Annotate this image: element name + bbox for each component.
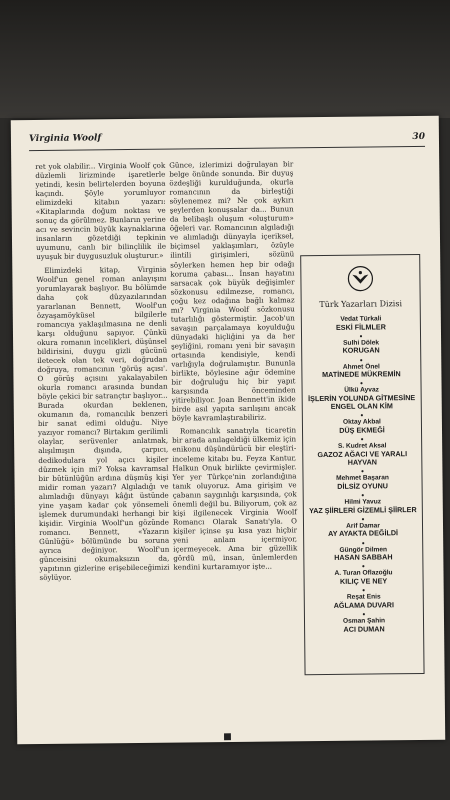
- entry-book-title: ACI DUMAN: [343, 623, 385, 634]
- entry-book-title: YAZ ŞİİRLERİ GİZEMLİ ŞİİRLER: [309, 504, 417, 515]
- entry-author: Vedat Türkali: [340, 315, 382, 323]
- entry-author: Güngör Dilmen: [339, 545, 388, 554]
- entry-book-title: HASAN SABBAH: [334, 552, 393, 563]
- series-box: [300, 254, 424, 675]
- paragraph: Elimizdeki kitap, Virginia Woolf'un genel roman anlayışını yorumlayarak başlıyor. Bu bölümde daha çok düzyazılarından yararlanan Bennett, Woolf'un özyaşamöyküsel bilgilerle romancıya yaklaşılmasına ne denli karşı olduğunu sapıyor. Çünkü okura romanın incelikleri, düşünsel bildirisini, duygu gizli gücünü iletecek olan tek veri, doğrudan doğruya, romancının 'görüş açısı'. O görüş açısını yakalayabilen okurla romancı arasında bundan böyle çekici bir satrançtır başlıyor... Burada okurdan beklenen, okumanın da, romancılık benzeri bir sanat edimi olduğu. Niye yazıyor romancı? Birtakım gerilimli olaylar, serüvenler anlatmak, alışılmışın dışında, çarpıcı, dedikodulara yol açıcı kişiler düzmek için mi? Yoksa kavramsal bir bütünlüğün ardına düşmüş kişi midir roman yazarı? Algıladığı ve alımladığı dünyayı kâğıt üstünde yine yaşam kadar çok yönsemeli işlemek durumundaki herhangi bir kişidir. Virginia Woolf'un gözünde romancı. Bennett, «Yazarın Günlüğü» bölümünde bu soruna ayrıca değiniyor. Woolf'un günceisini okumaksızın da, yapıtının gizlerine erişebileceğimizi söylüyor.: [36, 264, 170, 583]
- entry-book-title: GAZOZ AĞACI VE YARALI HAYVAN: [317, 448, 408, 467]
- series-entries: [302, 315, 423, 637]
- entry-author: Reşat Enis: [346, 593, 381, 601]
- series-entry: [303, 442, 421, 467]
- series-entry: [304, 498, 422, 515]
- running-title: Virginia Woolf: [28, 133, 102, 145]
- paragraph: ret yok olabilir... Virginia Woolf çok düzlemli lirizminde işaretlerle yetindi, kesin belirtelerden boyuna kaçındı. Şöyle yorumluyor elimizdeki kitabın yazarı: «Kitaplarında doğum noktası ve sonuç da görülmez. Bunların yerine acı ve sevincin büyük kaynaklarına insanların gözetdiği tepkinin uyumunu, canlı bir bilinçlilik ile uyuşuk bir duygusuzluk oluşturur.»: [35, 160, 167, 262]
- entry-author: S. Kudret Aksal: [337, 442, 387, 451]
- entry-book-title: İŞLERİN YOLUNDA GİTMESİNE ENGEL OLAN KİM: [308, 393, 416, 412]
- series-entry: [302, 315, 420, 332]
- entry-author: Ülkü Ayvaz: [344, 386, 379, 395]
- separator-dot: ●: [359, 333, 363, 340]
- separator-dot: ●: [362, 611, 366, 618]
- entry-author: A. Turan Oflazoğlu: [334, 569, 393, 578]
- entry-book-title: DÜŞ EKMEĞİ: [339, 425, 385, 435]
- page-number: 30: [412, 131, 425, 143]
- entry-book-title: ESKİ FİLMLER: [335, 321, 386, 332]
- entry-author: Mehmet Başaran: [336, 474, 389, 483]
- text-column-middle: [169, 159, 297, 575]
- entry-book-title: KORUGAN: [342, 345, 380, 356]
- page-header: [29, 130, 425, 151]
- series-title: Türk Yazarları Dizisi: [319, 299, 403, 310]
- series-entry: [303, 474, 421, 491]
- separator-dot: ●: [361, 540, 365, 547]
- entry-author: Osman Şahin: [342, 617, 386, 625]
- book-page: [11, 116, 446, 744]
- series-entry: [302, 339, 420, 356]
- paragraph: Romancılık sanatıyla ticaretin bir arada anılageldiği ülkemiz için enikonu düşündürücü bir eleştiri-inceleme kitabı bu. Feyza Kantur, Halkun Onuk birlikte çevirmişler. Yer yer Türkçe'nin zorlandığına tanık oluyoruz. Ama girişim ve çabanın saygınlığı karşısında, çok önemli değil bu. Biliyorum, çok az kişi ilgilenecek Virginia Woolf Romancı Olarak Sanatı'yla. O kişiler içinse şu kısa yazı hiçbir yeni anlam içermiyor, içermeyecek. Ama bir güzellik gördü mü, insan, ünlemlerden kendini kurtaramıyor işte...: [172, 425, 298, 572]
- entry-book-title: MATİNEDE MÜKREMİN: [322, 369, 401, 380]
- separator-dot: ●: [359, 380, 364, 388]
- series-entry: [303, 418, 421, 435]
- background-shadow: [0, 0, 450, 118]
- series-entry: [304, 522, 422, 539]
- separator-dot: ●: [361, 516, 365, 523]
- entry-book-title: KILIÇ VE NEY: [339, 576, 388, 586]
- series-entry: [305, 593, 423, 610]
- separator-dot: ●: [360, 436, 364, 443]
- separator-dot: ●: [362, 587, 366, 594]
- entry-author: Hilmi Yavuz: [344, 498, 382, 506]
- separator-dot: ●: [360, 468, 364, 475]
- end-mark: ■: [223, 731, 232, 743]
- series-entry: [304, 546, 422, 563]
- entry-author: Sulhi Dölek: [343, 339, 380, 347]
- series-entry: [305, 617, 423, 634]
- paragraph: Günce, izlerimizi doğrulayan bir belge önünde sonunda. Bir duyuş özdeşliği kurulduğunda, okurla romancının da birleştiği söylenemez mi? Ne çok aykırı şeylerden konuşsalar da... Bunun da belibaşlı oluşum «oluşturum» öğeleri var. Romancının algıladığı ve alımladığı dünyayla içerikseł, biçimsel yaklaşımları, özüyle ilintili girişimleri, sözünü söylerken hemen hep bir odağı koruma çabası... İnsan hayatını sarsacak çok büyük değişimler sözkonusu edilmezse, romancı, çoğu kez odağına bağlı kalmaz mı? Virginia Woolf sözkonusu tutarlılığı göstermiştir. Jacob'un savaşın parçalamaya koyulduğu dünyadaki hiçliğini ya da her şeyliğini, romanı yeni bir savaşın ortasında kendisiyle, kendi varlığıyla doğrulamıştır. Bununla birlikte, böylesine ağır ödemine bir doğruluğu hiç bir yapıt karşısında önceminden yitirebiliyor. Joan Bennett'in ikide birde asıl yapıta sarılışını ancak böyle kavramlaştırabiliriz.: [169, 159, 296, 423]
- separator-dot: ●: [359, 357, 363, 364]
- entry-book-title: DİLSİZ OYUNU: [337, 481, 388, 491]
- entry-author: Oktay Akbal: [342, 418, 381, 427]
- entry-author: Arif Damar: [346, 522, 380, 530]
- publisher-logo-icon: [347, 265, 373, 291]
- text-column-left: [35, 161, 169, 586]
- entry-book-title: AY AYAKTA DEĞİLDİ: [328, 528, 399, 539]
- separator-dot: ●: [360, 412, 364, 420]
- separator-dot: ●: [361, 492, 365, 499]
- entry-book-title: AĞLAMA DUVARI: [333, 600, 395, 610]
- separator-dot: ●: [361, 563, 365, 570]
- entry-author: Ahmet Önel: [342, 363, 380, 371]
- series-entry: [303, 386, 421, 411]
- series-entry: [302, 363, 420, 380]
- series-entry: [304, 569, 422, 586]
